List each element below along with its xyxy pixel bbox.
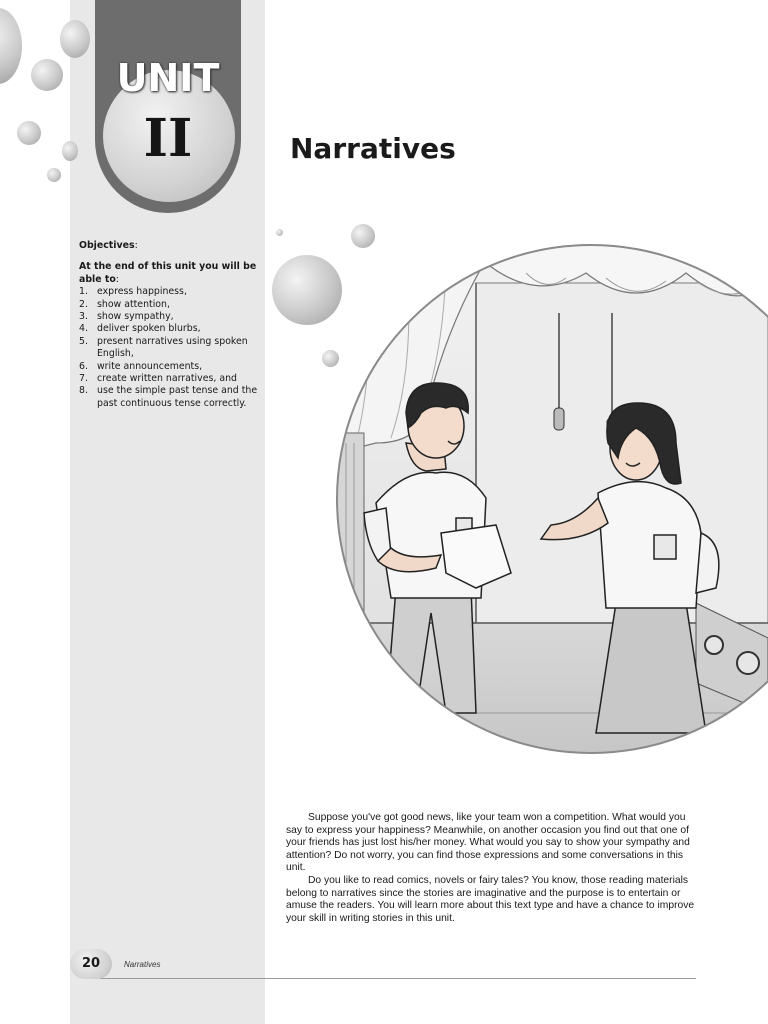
list-item: 5. present narratives using spoken English, (79, 335, 248, 360)
stage-illustration (336, 243, 768, 755)
unit-label: UNIT (116, 56, 220, 100)
bubble-decoration (60, 20, 90, 58)
unit-number: II (143, 108, 193, 169)
objectives-heading: Objectives: (79, 240, 138, 251)
objectives-section (79, 240, 259, 410)
page-title: Narratives (290, 132, 456, 165)
list-item: 1. express happiness, (79, 286, 187, 298)
list-item: 2. show attention, (79, 298, 170, 310)
footer-divider (100, 978, 696, 979)
bubble-decoration (276, 229, 283, 236)
footer-section-label: Narratives (124, 960, 161, 969)
intro-paragraph: Suppose you've got good news, like your team won a competition. What would you say to express your happiness? Meanwhile, on another occasion you find out that one of your friends has just lost his/her money. What would you say to show your sympathy and attention? Do not worry, you can find those expressions and some conversations in this unit. (286, 812, 690, 874)
objectives-intro: At the end of this unit you will be able to: (79, 261, 257, 285)
intro-text (286, 812, 698, 925)
list-item: 3. show sympathy, (79, 311, 174, 323)
objectives-list (79, 286, 259, 410)
list-item: 4. deliver spoken blurbs, (79, 323, 201, 335)
bubble-decoration (17, 121, 41, 145)
list-item: 7. create written narratives, and (79, 373, 237, 385)
bubble-decoration (272, 255, 342, 325)
list-item: 6. write announcements, (79, 360, 203, 372)
bubble-decoration (47, 168, 61, 182)
bubble-decoration (62, 141, 78, 161)
page-number: 20 (70, 949, 112, 979)
list-item: 8. use the simple past tense and the past continuous tense correctly. (79, 385, 258, 409)
bubble-decoration (31, 59, 63, 91)
bubble-decoration (0, 8, 22, 84)
intro-paragraph: Do you like to read comics, novels or fairy tales? You know, those reading materials belong to narratives since the stories are imaginative and the purpose is to entertain or amuse the readers. You will learn more about this text type and have a chance to improve your skill in writing stories in this unit. (286, 874, 695, 924)
